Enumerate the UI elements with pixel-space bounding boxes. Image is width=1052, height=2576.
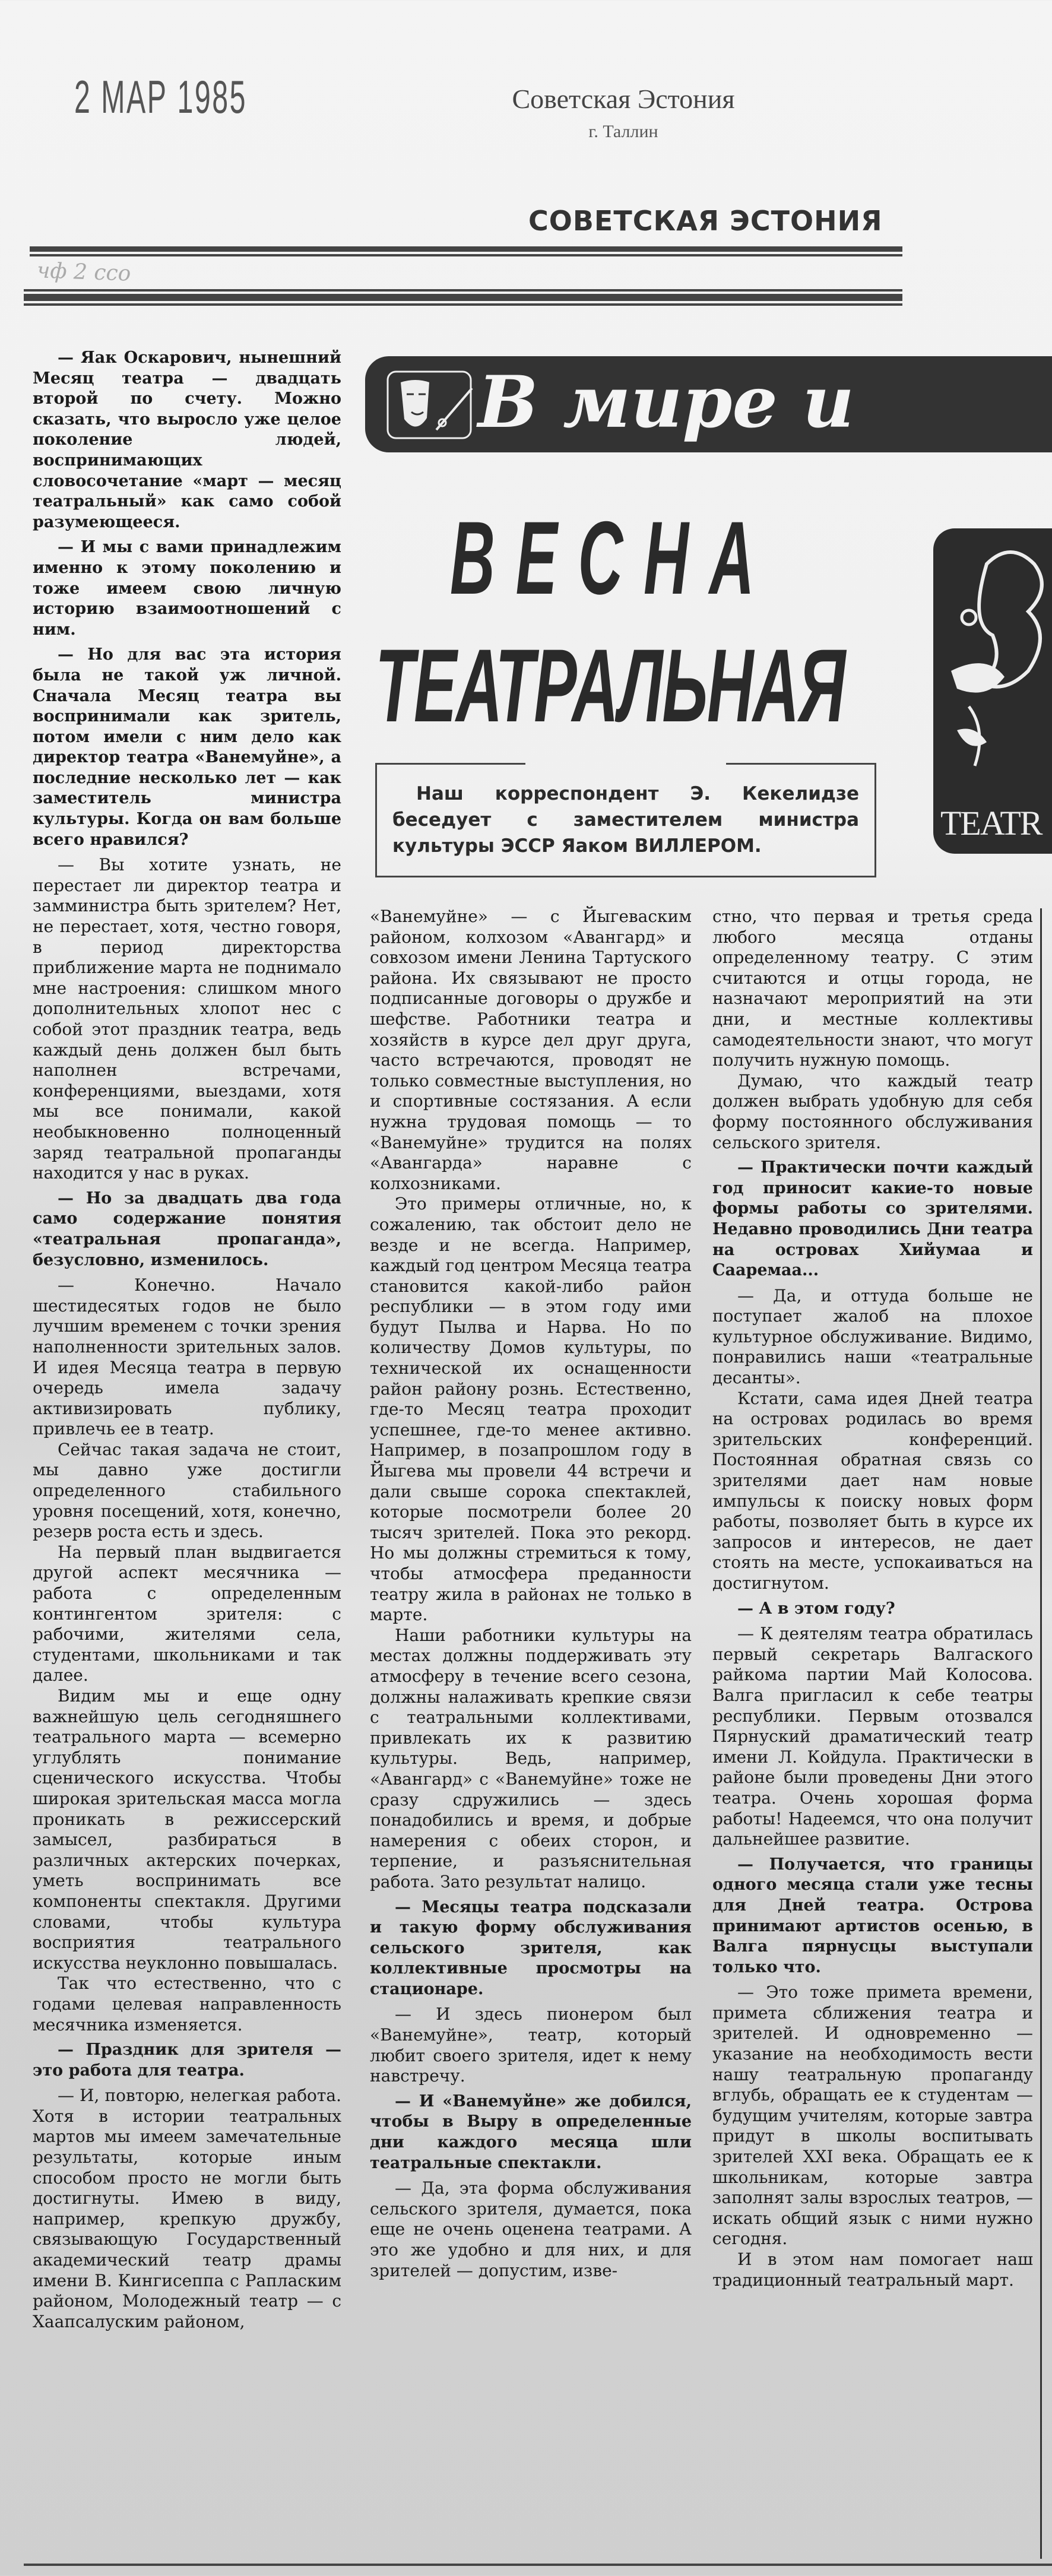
- article-paragraph: стно, что первая и третья среда любого месяца отданы определенному театру. С этим считаются и отцы города, не назначают мероприятий на эти дни, и местные коллективы самодеятельности знают, что могут получить нужную помощь.: [712, 907, 1033, 1070]
- lead-box: [375, 763, 876, 877]
- article-column-left: [33, 343, 341, 2332]
- article-paragraph: Наши работники культуры на местах должны поддерживать эту атмосферу в течение всего сезона, должны налаживать крепкие связи с театральными коллективами, привлекать их к развитию культуры. Ведь, например, «Авангард» с «Ванемуйне» тоже не сразу сдружились — здесь понадобились и время, и добрые намерения с обеих сторон, и терпение, и разъяснительная работа. Зато результат налицо.: [370, 1625, 692, 1891]
- lead-text: Наш корреспондент Э. Кекелидзе беседует с заместителем министра культуры ЭССР Яаком ВИЛЛЕРОМ.: [392, 783, 859, 857]
- interview-question: — Практически почти каждый год приносит какие-то новые формы работы со зрителями. Недавно проводились Дни театра на островах Хийумаа и Сааремаа...: [712, 1158, 1033, 1280]
- date-stamp: 2 МАР 1985: [74, 71, 247, 123]
- headline-line-1: ВЕСНА: [450, 500, 775, 616]
- masthead-rule: [24, 294, 902, 301]
- masthead-rule: [24, 303, 902, 306]
- clipping-source-name: Советская Эстония: [512, 84, 735, 114]
- article-paragraph: Так что естественно, что с годами целевая направленность месячника изменяется.: [33, 1973, 341, 2035]
- rubric-banner: [365, 356, 1052, 452]
- article-paragraph: — И, повторю, нелегкая работа. Хотя в истории театральных мартов мы имеем замечательные результаты, которые иным способом просто не могли быть достигнуты. Имею в виду, например, крепкую дружбу, связывающую Государственный академический театр драмы имени В. Кингисеппа с Рапласким районом, Молодежный театр — с Хаапсалуским районом,: [33, 2086, 341, 2331]
- rubric-title: В мире и: [478, 360, 854, 444]
- article-paragraph: Кстати, сама идея Дней театра на островах родилась во время зрительских конференций. Постоянная обратная связь со зрителями дает нам новые импульсы к поиску новых форм работы, позволяет быть в курсе их запросов и интересов, не дает стоять на месте, успокаиваться на достигнутом.: [712, 1388, 1033, 1593]
- headline-line-2: ТЕАТРАЛЬНАЯ: [375, 628, 845, 744]
- flower-ornament-icon: [933, 528, 1052, 790]
- article-paragraph: Это примеры отличные, но, к сожалению, так обстоит дело не везде и не всегда. Например, каждый год центром Месяца театра становится какой-либо район республики — в этом году ими будут Пылва и Нарва. Но по количеству Домов культуры, по технической их оснащенности район району рознь. Естественно, где-то Месяц театра проходит успешнее, где-то менее активно. Например, в позапрошлом году в Йыгева мы провели 44 встречи и дали свыше сорока спектаклей, которые посмотрели более 20 тысяч зрителей. Пока это рекорд. Но мы должны стремиться к тому, чтобы атмосфера преданности театру жила в районах не только в марте.: [370, 1194, 692, 1625]
- masthead-rule: [30, 254, 902, 256]
- article-paragraph: — Да, эта форма обслуживания сельского зрителя, думается, пока еще не очень оценена театрами. А это же удобно и для них, и для зрителей — допустим, изве-: [370, 2178, 692, 2280]
- article-paragraph: — Конечно. Начало шестидесятых годов не было лучшим временем с точки зрения наполненности зрительных залов. И идея Месяца театра в первую очередь имела задачу активизировать публику, привлечь ее в театр.: [33, 1275, 341, 1439]
- article-column-right: [712, 907, 1033, 2290]
- handwritten-note: чф 2 ссо: [36, 258, 132, 286]
- illustration-label: TEATR: [940, 804, 1042, 842]
- bottom-rule: [24, 2564, 1052, 2566]
- masthead-rule: [30, 246, 902, 252]
- article-paragraph: — Вы хотите узнать, не перестает ли директор театра и замминистра быть зрителем? Нет, не перестает, хотя, честно говоря, в период директорства приближение марта не поднимало мне настроения: слишком много дополнительных хлопот нес с собой этот праздник театра, ведь каждый день должен был быть наполнен встречами, конференциями, выездами, хотя мы все понимали, какой необыкновенно полноценный заряд театральной пропаганды находится у нас в руках.: [33, 855, 341, 1183]
- interview-question: — И «Ванемуйне» же добился, чтобы в Выру в определенные дни каждого месяца шли театральные спектакли.: [370, 2092, 692, 2172]
- article-paragraph: — К деятелям театра обратилась первый секретарь Валгаского райкома партии Май Колосова. Валга пригласил к себе театры республики. Первым отозвался Пярнуский драматический театр имени Л. Койдула. Практически в районе были проведены Дни этого театра. Очень хорошая форма работы! Надеемся, что она получит дальнейшее развитие.: [712, 1624, 1033, 1849]
- interview-question: — Но для вас эта история была не такой уж личной. Сначала Месяц театра вы воспринимали как зритель, потом имели с ним дело как директор театра «Ванемуйне», а последние несколько лет — как заместитель министра культуры. Когда он вам больше всего нравился?: [33, 645, 341, 849]
- interview-question: — Праздник для зрителя — это работа для театра.: [33, 2040, 341, 2080]
- interview-question: — Получается, что границы одного месяца стали уже тесны для Дней театра. Острова принимают артистов осенью, в Валга пярнусцы выступали только что.: [712, 1855, 1033, 1976]
- article-paragraph: На первый план выдвигается другой аспект месячника — работа с определенным контингентом зрителя: с рабочими, жителями села, студентами, школьниками и так далее.: [33, 1542, 341, 1685]
- interview-question: — Но за двадцать два года само содержание понятия «театральная пропаганда», безусловно, изменилось.: [33, 1189, 341, 1269]
- article-paragraph: Думаю, что каждый театр должен выбрать удобную для себя форму постоянного обслуживания сельского зрителя.: [712, 1070, 1033, 1152]
- interview-question: — И мы с вами принадлежим именно к этому поколению и тоже имеем свою личную историю взаимоотношений с ним.: [33, 538, 341, 639]
- article-paragraph: — Да, и оттуда больше не поступает жалоб на плохое культурное обслуживание. Видимо, понравились наши «театральные десанты».: [712, 1285, 1033, 1388]
- theatre-illustration: [933, 528, 1052, 854]
- article-paragraph: Сейчас такая задача не стоит, мы давно уже достигли определенного стабильного уровня посещений, хотя, конечно, резерв роста есть и здесь.: [33, 1439, 341, 1542]
- clipping-source-city: г. Таллин: [588, 122, 658, 141]
- theatre-mask-icon: [383, 365, 478, 444]
- interview-question: — А в этом году?: [737, 1599, 895, 1618]
- interview-question: — Яак Оскарович, нынешний Месяц театра — двадцать второй по счету. Можно сказать, что выросло уже целое поколение людей, воспринимающих словосочетание «март — месяц театральный» как само собой разумеющееся.: [33, 348, 341, 531]
- article-paragraph: — И здесь пионером был «Ванемуйне», театр, который любит своего зрителя, идет к нему навстречу.: [370, 2004, 692, 2086]
- article-paragraph: Видим мы и еще одну важнейшую цель сегодняшнего театрального марта — всемерно углублять понимание сценического искусства. Чтобы широкая зрительская масса могла проникать в режиссерский замысел, разбираться в различных актерских почерках, уметь воспринимать все компоненты спектакля. Другими словами, чтобы культура восприятия театрального искусства неуклонно повышалась.: [33, 1686, 341, 1973]
- article-paragraph: — Это тоже примета времени, примета сближения театра и зрителей. И одновременно — указание на необходимость вести нашу театральную пропаганду вглубь, обращать ее к студентам — будущим учителям, которые завтра придут в школы воспитывать зрителей XXI века. Обращать ее к школьникам, которые завтра заполнят залы взрослых театров, — искать общий язык с ними нужно сегодня.: [712, 1982, 1033, 2249]
- article-paragraph: И в этом нам помогает наш традиционный театральный март.: [712, 2249, 1033, 2290]
- newspaper-masthead: СОВЕТСКАЯ ЭСТОНИЯ: [528, 205, 883, 237]
- masthead-rule: [24, 289, 902, 291]
- interview-question: — Месяцы театра подсказали и такую форму обслуживания сельского зрителя, как коллективные просмотры на стационаре.: [370, 1897, 692, 1998]
- article-paragraph: «Ванемуйне» — с Йыгеваским районом, колхозом «Авангард» и совхозом имени Ленина Тартуского района. Их связывают не просто подписанные договоры о дружбе и шефстве. Работники театра и хозяйств в курсе дел друг друга, часто встречаются, проводят не только совместные выступления, но и спортивные состязания. А если нужна трудовая помощь — то «Ванемуйне» трудится на полях «Авангарда» наравне с колхозниками.: [370, 907, 692, 1193]
- article-column-middle: [370, 907, 692, 2281]
- column-rule: [1040, 908, 1042, 2559]
